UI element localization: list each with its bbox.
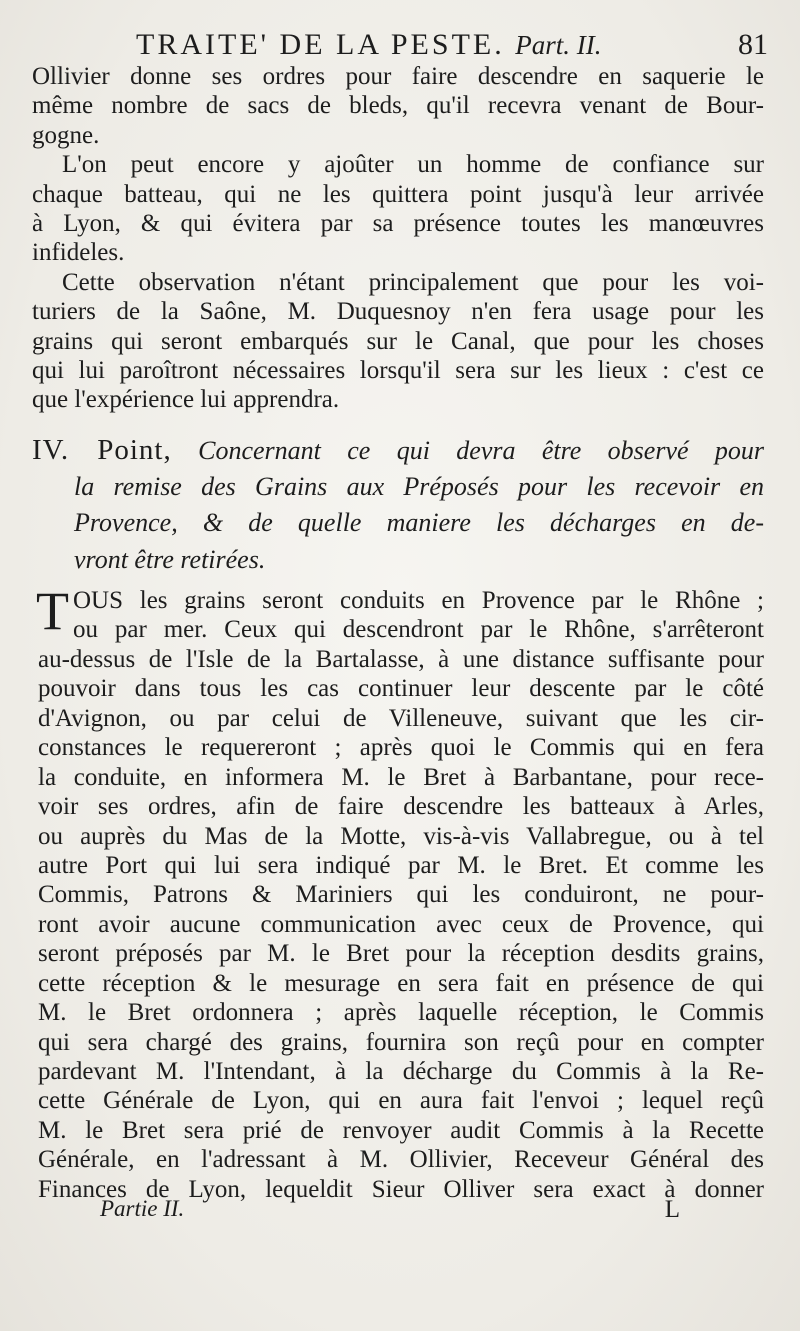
text-line: ou par mer. Ceux qui descendront par le Rhône, s'arrêteront (73, 616, 764, 644)
text-line: cette réception & le mesurage en sera fait en présence de qui (38, 969, 764, 997)
text-line: ou auprès du Mas de la Motte, vis-à-vis Vallabregue, ou à tel (38, 822, 764, 850)
drop-cap: T (36, 581, 69, 641)
heading-line: vront être retirées. (74, 544, 266, 574)
section-body (36, 581, 764, 1204)
text-line: qui lui paroîtront nécessaires lorsqu'il sera sur les lieux : c'est ce (32, 356, 764, 384)
opening-text (32, 62, 764, 415)
text-line: pardevant M. l'Intendant, à la décharge du Commis à la Re- (38, 1058, 764, 1085)
running-title-part: Part. II. (515, 30, 602, 60)
heading-line: la remise des Grains aux Préposés pour les recevoir en (74, 471, 764, 501)
heading-lead: IV. Point, (32, 434, 172, 466)
text-line: M. le Bret ordonnera ; après laquelle réception, le Commis (38, 999, 764, 1027)
page-footer (100, 1196, 680, 1230)
text-line: Cette observation n'étant principalement que pour les voi- (62, 268, 764, 296)
text-line: infideles. (32, 239, 125, 267)
text-line: que l'expérience lui apprendra. (32, 386, 340, 414)
heading-line (32, 432, 764, 469)
text-line: OUS les grains seront conduits en Provence par le Rhône ; (73, 587, 764, 614)
text-line: même nombre de sacs de bleds, qu'il recevra venant de Bour- (32, 92, 764, 120)
text-line: L'on peut encore y ajoûter un homme de confiance sur (62, 151, 764, 179)
heading-text: Concernant ce qui devra être observé pour (198, 436, 765, 465)
text-line: constances le requereront ; après quoi le Commis qui en fera (38, 734, 764, 762)
text-line: cette Générale de Lyon, qui en aura fait l'envoi ; lequel reçû (38, 1087, 764, 1115)
page-number: 81 (738, 28, 768, 61)
signature-mark: L (664, 1196, 680, 1223)
text-line: à Lyon, & qui évitera par sa présence toutes les manœuvres (32, 209, 764, 237)
text-line: Générale, en l'adressant à M. Ollivier, Receveur Général des (38, 1146, 764, 1174)
text-line: Ollivier donne ses ordres pour faire descendre en saquerie le (32, 63, 764, 90)
heading-line: Provence, & de quelle maniere les décharges en de- (74, 508, 764, 537)
text-line: au-dessus de l'Isle de la Bartalasse, à une distance suffisante pour (38, 645, 764, 673)
paragraph-1 (32, 62, 764, 150)
paragraph-3 (32, 268, 764, 415)
text-line: grains qui seront embarqués sur le Canal, que pour les choses (32, 327, 764, 355)
running-title-text: TRAITE' DE LA PESTE. (136, 28, 505, 61)
text-line: pouvoir dans tous les cas continuer leur descente par le côté (38, 675, 764, 703)
text-line: la conduite, en informera M. le Bret à Barbantane, pour rece- (38, 763, 764, 791)
running-title (136, 28, 601, 62)
text-line: M. le Bret sera prié de renvoyer audit Commis à la Recette (38, 1116, 764, 1144)
text-line: voir ses ordres, afin de faire descendre les batteaux à Arles, (38, 793, 764, 821)
text-line: Commis, Patrons & Mariniers qui les conduiront, ne pour- (38, 881, 764, 909)
text-line: ront avoir aucune communication avec ceux de Provence, qui (38, 910, 764, 938)
text-line: gogne. (32, 121, 100, 149)
text-line: Finances de Lyon, lequeldit Sieur Olliver sera exact à donner (38, 1175, 764, 1203)
text-line: qui sera chargé des grains, fournira son reçû pour en compter (38, 1028, 764, 1056)
text-line: chaque batteau, qui ne les quittera point jusqu'à leur arrivée (32, 180, 764, 208)
signature-text: Partie II. (100, 1196, 185, 1221)
text-line: turiers de la Saône, M. Duquesnoy n'en fera usage pour les (32, 298, 764, 326)
text-line: seront préposés par M. le Bret pour la réception desdits grains, (38, 940, 764, 968)
text-line: d'Avignon, ou par celui de Villeneuve, suivant que les cir- (38, 704, 764, 732)
paragraph-2 (32, 150, 764, 268)
text-line: autre Port qui lui sera indiqué par M. le Bret. Et comme les (38, 851, 764, 879)
section-heading (32, 432, 764, 578)
